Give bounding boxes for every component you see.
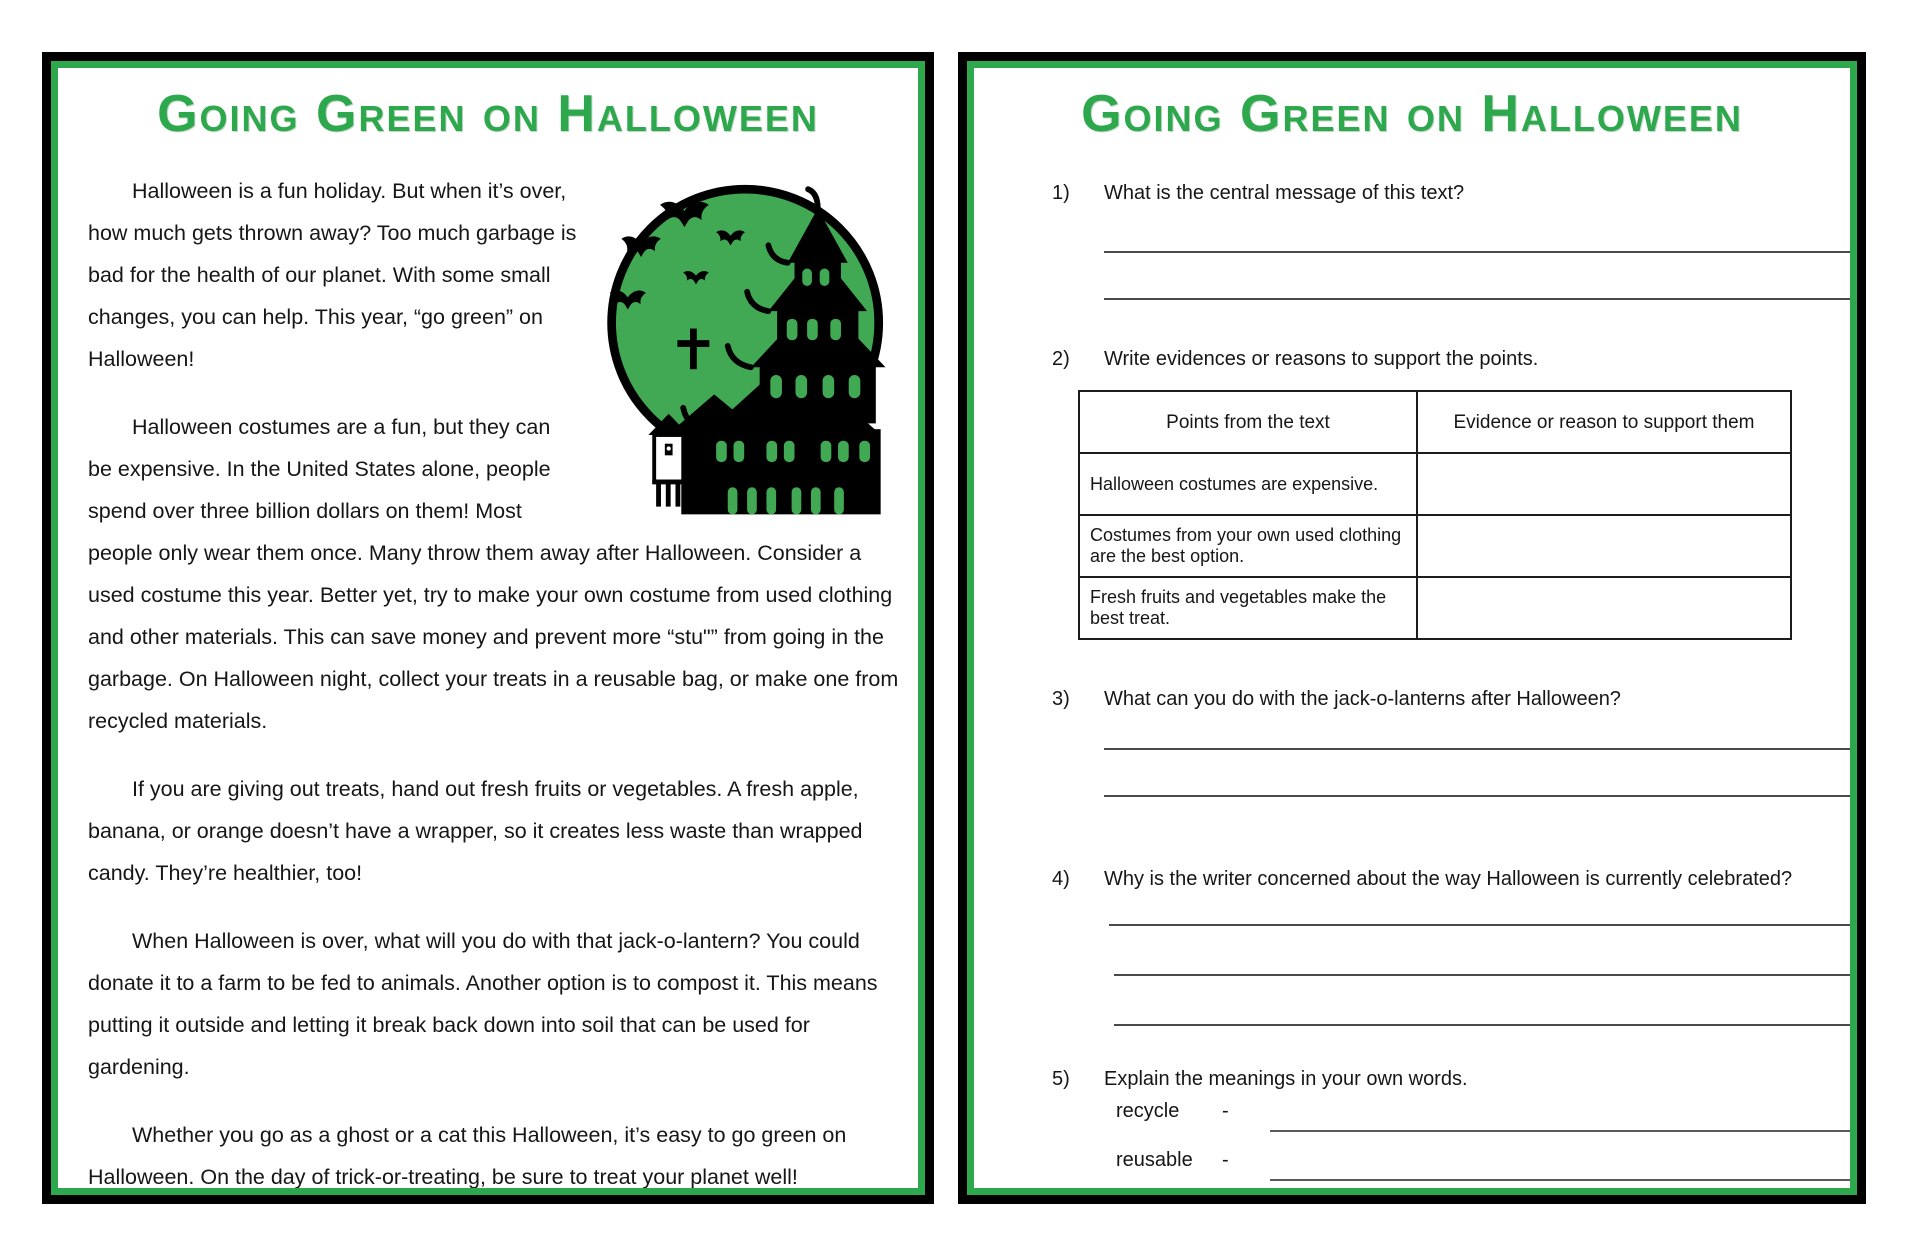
table-header-points: Points from the text [1079, 391, 1417, 453]
question-text: Why is the writer concerned about the way Halloween is currently celebrated? [1104, 868, 1793, 890]
question-text: Write evidences or reasons to support the points. [1104, 348, 1539, 370]
vocab-term-reusable: reusable [1116, 1149, 1193, 1171]
question-text: What is the central message of this text? [1104, 182, 1465, 204]
vocab-dash: - [1222, 1149, 1229, 1171]
table-blank-cell [1417, 515, 1791, 577]
evidence-table [1078, 390, 1792, 640]
question-number: 1) [1052, 182, 1070, 204]
vocab-term-recycle: recycle [1116, 1100, 1180, 1122]
table-row [1079, 577, 1791, 639]
table-point-cell: Costumes from your own used clothing are the best option. [1079, 515, 1417, 577]
answer-line [1104, 795, 1857, 797]
question-3 [1052, 686, 1836, 712]
haunted-house-icon [600, 172, 900, 518]
passage-paragraph: Halloween costumes are a fun, but they can be expensive. In the United States alone, people spend over three billion dollars on them! Most people only wear them once. Many throw them away after Halloween. Consider a used costume this year. Better yet, try to make your own costume from used clothing and other materials. This can save money and prevent more “stu"” from going in the garbage. On Halloween night, collect your treats in a reusable bag, or make one from recycled materials. [88, 415, 899, 733]
table-point-cell: Halloween costumes are expensive. [1079, 453, 1417, 515]
question-number: 5) [1052, 1068, 1070, 1090]
question-number: 4) [1052, 868, 1070, 890]
haunted-house-illustration [600, 172, 900, 518]
passage-paragraph: Whether you go as a ghost or a cat this Halloween, it’s easy to go green on Halloween. On the day of trick-or-treating, be sure to treat your planet well! [88, 1123, 847, 1189]
question-text: What can you do with the jack-o-lanterns after Halloween? [1104, 688, 1621, 710]
question-1 [1052, 180, 1836, 206]
answer-line [1114, 974, 1857, 976]
answer-line [1104, 748, 1857, 750]
page-green-frame [51, 61, 925, 1195]
question-4 [1052, 866, 1836, 892]
answer-line [1114, 1024, 1857, 1026]
table-row [1079, 515, 1791, 577]
question-5 [1052, 1066, 1836, 1092]
question-number: 2) [1052, 348, 1070, 370]
passage-body [88, 170, 900, 1195]
question-sheet [974, 68, 1850, 1188]
table-blank-cell [1417, 577, 1791, 639]
table-header-row [1079, 391, 1791, 453]
page-title: Going Green on Halloween [157, 85, 819, 143]
reading-passage-page [42, 52, 934, 1204]
question-text: Explain the meanings in your own words. [1104, 1068, 1468, 1090]
answer-line [1109, 924, 1857, 926]
vocab-answer-line [1270, 1179, 1857, 1181]
passage-paragraph: If you are giving out treats, hand out fresh fruits or vegetables. A fresh apple, banana, or orange doesn’t have a wrapper, so it creates less waste than wrapped candy. They’re healthier, too! [88, 777, 863, 885]
vocab-answer-line [1270, 1130, 1857, 1132]
answer-line [1104, 298, 1857, 300]
table-row [1079, 453, 1791, 515]
question-2 [1052, 346, 1836, 372]
passage-paragraph: When Halloween is over, what will you do with that jack-o-lantern? You could donate it to a farm to be fed to animals. Another option is to compost it. This means putting it outside and letting it break back down into soil that can be used for gardening. [88, 929, 878, 1079]
table-point-cell: Fresh fruits and vegetables make the best treat. [1079, 577, 1417, 639]
questions-page [958, 52, 1866, 1204]
table-header-evidence: Evidence or reason to support them [1417, 391, 1791, 453]
page-green-frame [967, 61, 1857, 1195]
passage-paragraph: Halloween is a fun holiday. But when it’s over, how much gets thrown away? Too much garbage is bad for the health of our planet. With some small changes, you can help. This year, “go green” on Halloween! [88, 179, 577, 371]
vocab-dash: - [1222, 1100, 1229, 1122]
answer-line [1104, 251, 1857, 253]
question-number: 3) [1052, 688, 1070, 710]
page-title: Going Green on Halloween [1081, 85, 1743, 143]
table-blank-cell [1417, 453, 1791, 515]
